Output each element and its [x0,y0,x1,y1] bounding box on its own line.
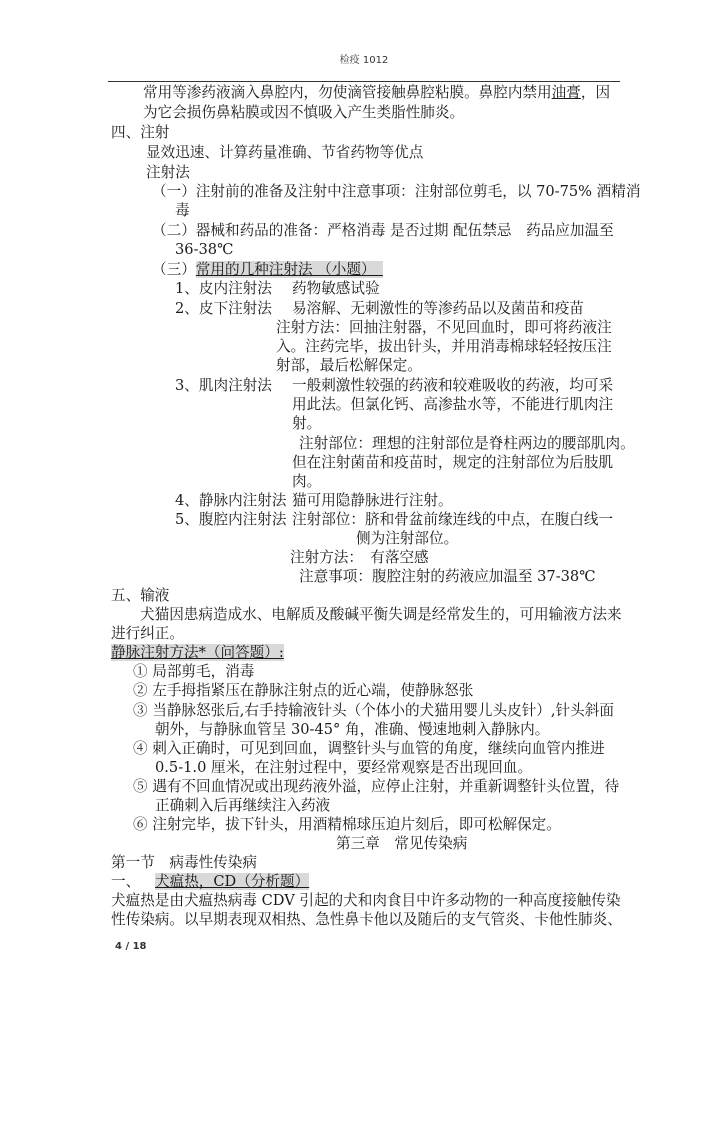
paragraph-line: （二）器械和药品的准备：严格消毒 是否过期 配伍禁忌 药品应加温至 [152,222,614,239]
method-text: 注意事项：腹腔注射的药液应加温至 37-38℃ [299,568,596,585]
paragraph-line: （一）注射前的准备及注射中注意事项：注射部位剪毛，以 70-75% 酒精消 [152,183,641,200]
method-text: 易溶解、无刺激性的等渗药品以及菌苗和疫苗 [292,300,584,317]
method-text: 肉。 [292,473,322,490]
method-text: 一般刺激性较强的药液和较难吸收的药液，均可采 [292,377,614,394]
subsection-title: 一、 [111,873,141,890]
method-text: 用此法。但氯化钙、高渗盐水等，不能进行肌肉注 [292,396,614,413]
highlighted-heading [111,643,284,662]
list-item: ② 左手拇指紧压在静脉注射点的近心端，使静脉怒张 [133,682,474,699]
highlighted-heading: 常用的几种注射法 （小题） [195,261,383,278]
list-item-continued: 0.5-1.0 厘米，在注射过程中，要经常观察是否出现回血。 [155,759,533,776]
underlined-text: 油膏 [551,84,581,101]
highlighted-text: 静脉注射方法*（问答题）: [111,644,284,661]
section-title: 第一节 病毒性传染病 [111,854,257,871]
paragraph-line [152,260,383,279]
list-item: ⑤ 遇有不回血情况或出现药液外溢，应停止注射，并重新调整针头位置，待 [133,778,620,795]
method-text: 药物敏感试验 [292,280,380,297]
paragraph-line [143,83,610,102]
section-heading: 四、注射 [111,124,170,141]
method-text: 射部，最后松解保定。 [276,357,422,374]
method-label: 3、肌肉注射法 [175,377,272,394]
paragraph-line: 犬猫因患病造成水、电解质及酸碱平衡失调是经常发生的，可用输液方法来 [140,606,622,623]
method-text: 注射方法： 有落空感 [290,549,429,566]
paragraph-line: 犬瘟热是由犬瘟热病毒 CDV 引起的犬和肉食目中许多动物的一种高度接触传染 [111,892,621,909]
chapter-title: 第三章 常见传染病 [336,835,468,852]
list-item: ③ 当静脉怒张后,右手持输液针头（个体小的犬猫用婴儿头皮针）,针头斜面 [133,702,614,719]
method-text: 猫可用隐静脉进行注射。 [292,492,453,509]
page-number: 4 / 18 [115,941,147,952]
paragraph-line: 进行纠正。 [111,625,184,642]
subsection-title-highlight [155,872,309,891]
text: ，因 [580,84,611,101]
section-heading: 五、输液 [111,587,170,604]
method-text: 注射部位：脐和骨盆前缘连线的中点，在腹白线一 [292,511,614,528]
paragraph-line: 注射法 [146,164,190,181]
method-text: 射。 [292,415,322,432]
method-text: 注射部位：理想的注射部位是脊柱两边的腰部肌肉。 [299,435,635,452]
header-rule [108,81,620,82]
method-label: 1、皮内注射法 [175,280,272,297]
list-item: ⑥ 注射完毕，拔下针头，用酒精棉球压迫片刻后，即可松解保定。 [133,816,561,833]
paragraph-line: 性传染病。以早期表现双相热、急性鼻卡他以及随后的支气管炎、卡他性肺炎、 [111,911,622,928]
method-label: 2、皮下注射法 [175,300,272,317]
text: （三） [152,261,196,278]
method-label: 4、静脉内注射法 [175,492,287,509]
method-text: 但在注射菌苗和疫苗时，规定的注射部位为后肢肌 [292,454,614,471]
list-item: ① 局部剪毛，消毒 [133,663,255,680]
method-text: 侧为注射部位。 [356,530,459,547]
list-item: ④ 刺入正确时，可见到回血，调整针头与血管的角度，继续向血管内推进 [133,740,605,757]
list-item-continued: 正确刺入后再继续注入药液 [155,797,331,814]
paragraph-line: 显效迅速、计算药量准确、节省药物等优点 [146,144,424,161]
method-text: 入。注药完毕，拔出针头，并用消毒棉球轻轻按压注 [276,338,612,355]
method-text: 注射方法：回抽注射器，不见回血时，即可将药液注 [276,319,612,336]
text: 常用等渗药液滴入鼻腔内，勿使滴管接触鼻腔粘膜。鼻腔内禁用 [143,84,552,101]
method-label: 5、腹腔内注射法 [175,511,287,528]
paragraph-line: 为它会损伤鼻粘膜或因不慎吸入产生类脂性肺炎。 [143,104,465,121]
highlighted-text: 犬瘟热，CD（分析题） [155,873,310,890]
list-item-continued: 朝外，与静脉血管呈 30-45° 角，准确、慢速地刺入静脉内。 [155,721,550,738]
paragraph-line: 36-38℃ [175,241,234,258]
paragraph-line: 毒 [175,202,190,219]
page-header: 检疫 1012 [339,55,389,66]
